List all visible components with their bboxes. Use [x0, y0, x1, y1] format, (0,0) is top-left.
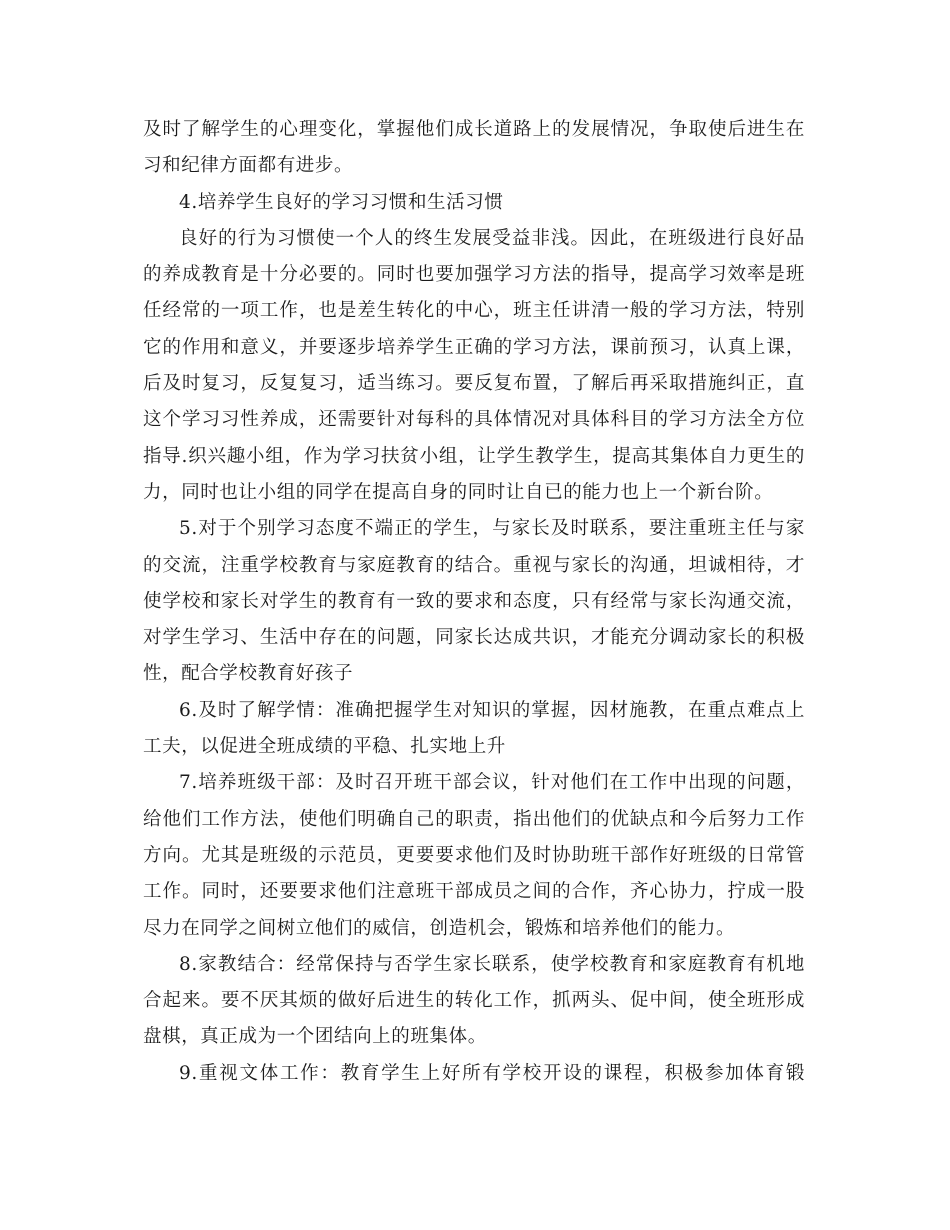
- text-line: 力，同时也让小组的同学在提高自身的同时让自已的能力也上一个新台阶。: [143, 481, 774, 503]
- text-line: 它的作用和意义，并要逐步培养学生正确的学习方法，课前预习，认真上课，: [143, 336, 805, 358]
- text-line: 良好的行为习惯使一个人的终生发展受益非浅。因此，在班级进行良好品: [179, 227, 805, 249]
- text-line: 使学校和家长对学生的教育有一致的要求和态度，只有经常与家长沟通交流，: [143, 590, 805, 612]
- text-line: 性，配合学校教育好孩子: [143, 663, 354, 685]
- text-line: 合起来。要不厌其烦的做好后进生的转化工作，抓两头、促中间，使全班形成: [143, 990, 805, 1012]
- text-line: 这个学习习性养成，还需要针对每科的具体情况对具体科目的学习方法全方位: [143, 409, 805, 431]
- document-body: [143, 112, 805, 1092]
- text-line: 7.培养班级干部：及时召开班干部会议，针对他们在工作中出现的问题，: [179, 772, 805, 794]
- text-line: 任经常的一项工作，也是差生转化的中心，班主任讲清一般的学习方法，特别: [143, 300, 805, 322]
- text-line: 的养成教育是十分必要的。同时也要加强学习方法的指导，提高学习效率是班: [143, 264, 805, 286]
- text-line: 5.对于个别学习态度不端正的学生，与家长及时联系，要注重班主任与家: [179, 518, 805, 540]
- text-line: 后及时复习，反复复习，适当练习。要反复布置，了解后再采取措施纠正，直: [143, 373, 805, 395]
- text-line: 尽力在同学之间树立他们的威信，创造机会，锻炼和培养他们的能力。: [143, 917, 736, 939]
- text-line: 习和纪律方面都有进步。: [143, 155, 354, 177]
- text-line: 盘棋，真正成为一个团结向上的班集体。: [143, 1026, 487, 1048]
- text-line: 给他们工作方法，使他们明确自己的职责，指出他们的优缺点和今后努力工作: [143, 808, 805, 830]
- text-line: 方向。尤其是班级的示范员，更要要求他们及时协助班干部作好班级的日常管: [143, 844, 805, 866]
- text-line: 4.培养学生良好的学习习惯和生活习惯: [179, 191, 504, 213]
- text-line: 工夫，以促进全班成绩的平稳、扎实地上升: [143, 736, 506, 758]
- text-line: 8.家教结合：经常保持与否学生家长联系，使学校教育和家庭教育有机地: [179, 953, 805, 975]
- text-line: 对学生学习、生活中存在的问题，同家长达成共识，才能充分调动家长的积极: [143, 627, 805, 649]
- text-line: 工作。同时，还要要求他们注意班干部成员之间的合作，齐心协力，拧成一股: [143, 881, 805, 903]
- text-line: 指导.织兴趣小组，作为学习扶贫小组，让学生教学生，提高其集体自力更生的: [143, 445, 805, 467]
- text-line: 6.及时了解学情：准确把握学生对知识的掌握，因材施教，在重点难点上: [179, 699, 805, 721]
- text-line: 及时了解学生的心理变化，掌握他们成长道路上的发展情况，争取使后进生在: [143, 119, 805, 140]
- text-line: 的交流，注重学校教育与家庭教育的结合。重视与家长的沟通，坦诚相待，才: [143, 554, 805, 576]
- text-line: 9.重视文体工作：教育学生上好所有学校开设的课程，积极参加体育锻: [179, 1062, 805, 1084]
